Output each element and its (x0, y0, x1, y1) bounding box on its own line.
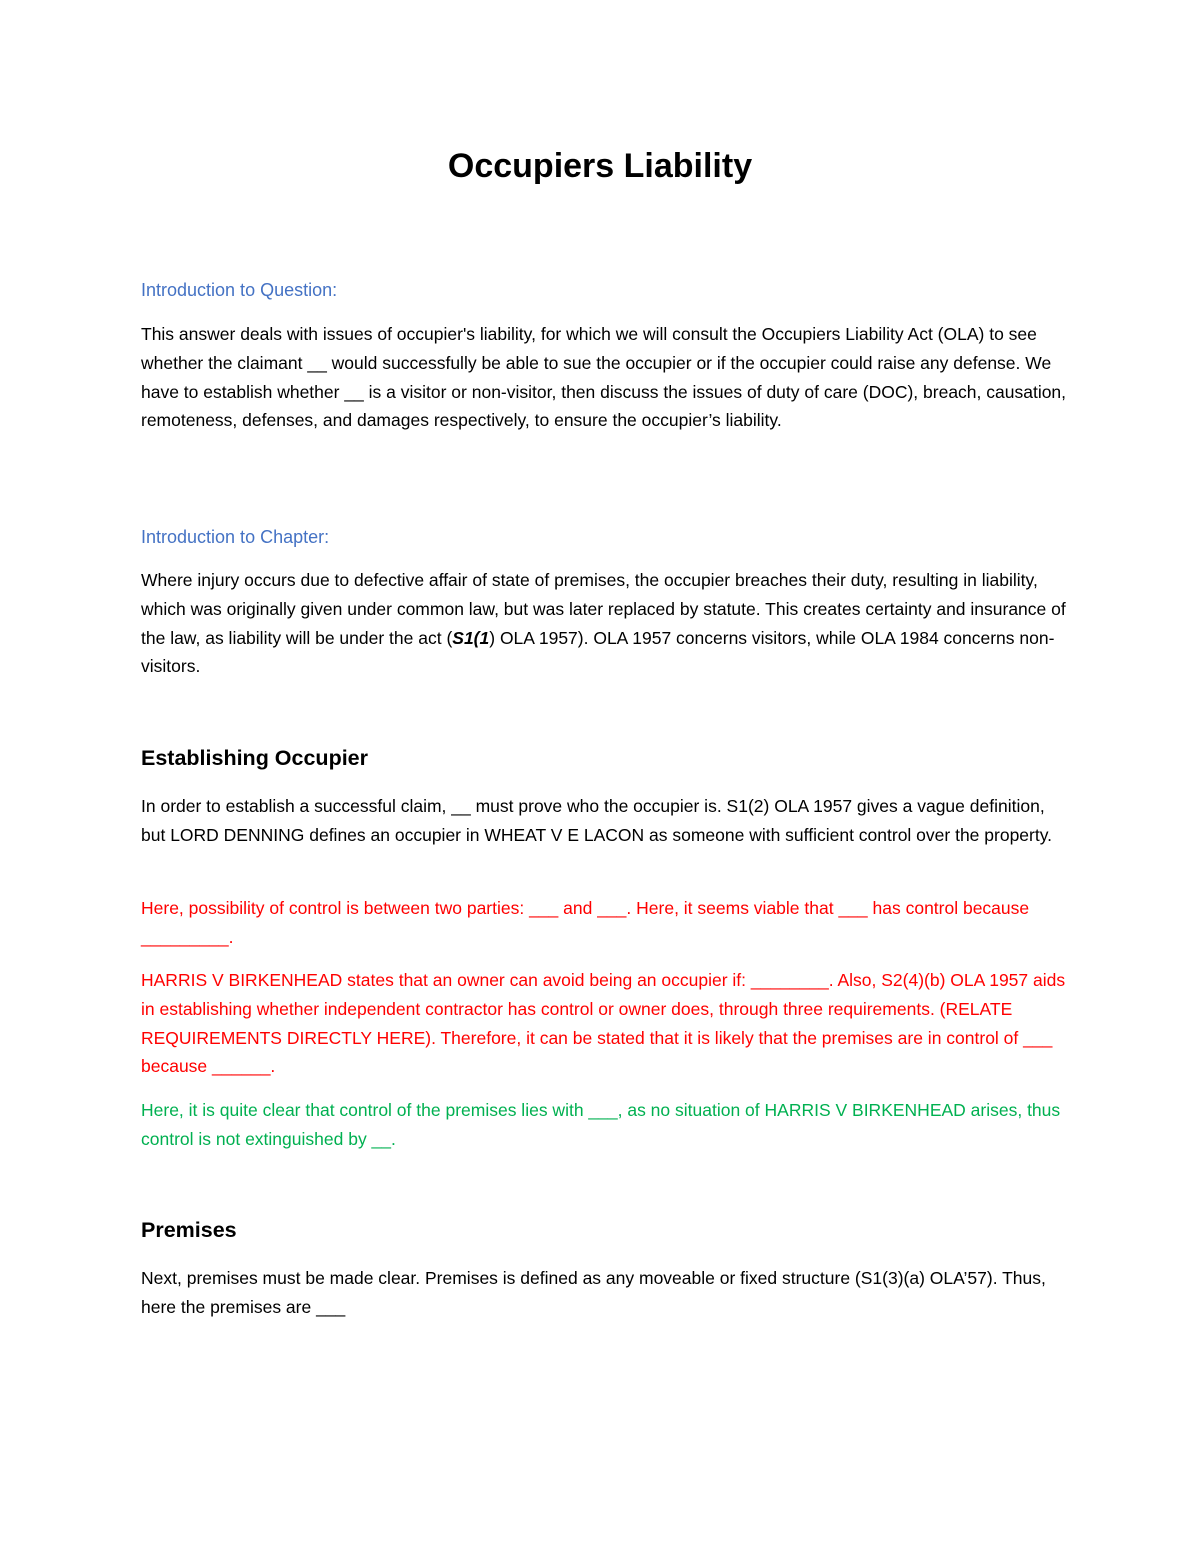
establishing-occupier-heading: Establishing Occupier (141, 746, 368, 770)
establishing-occupier-paragraph-1: In order to establish a successful claim, __ must prove who the occupier is. S1(2) OLA 1957 gives a vague definition, but LORD DENNING defines an occupier in WHEAT V E LACON as someone with sufficient control over the property. (141, 796, 1053, 845)
intro-chapter-body-part2: ) OLA 1957). OLA 1957 concerns visitors, while OLA 1984 concerns non-visitors. (141, 627, 1055, 677)
document-title: Occupiers Liability (447, 147, 753, 185)
premises-paragraph-1: Next, premises must be made clear. Premises is defined as any moveable or fixed structure (S1(3)(a) OLA’57). Thus, here the premises are ___ (141, 1268, 1046, 1317)
establishing-occupier-paragraph-3-red: HARRIS V BIRKENHEAD states that an owner can avoid being an occupier if: ________. Also, S2(4)(b) OLA 1957 aids in establishing whether independent contractor has control or owner does, through three requirements. (RELATE REQUIREMENTS DIRECTLY HERE). Therefore, it can be stated that it is likely that the premises are in control of ___ because ______. (141, 970, 1066, 1077)
intro-chapter-heading: Introduction to Chapter: (141, 527, 330, 547)
intro-question-body: This answer deals with issues of occupier's liability, for which we will consult the Occupiers Liability Act (OLA) to see whether the claimant __ would successfully be able to sue the occupier or if the occupier could raise any defense. We have to establish whether __ is a visitor or non-visitor, then discuss the issues of duty of care (DOC), breach, causation, remoteness, defenses, and damages respectively, to ensure the occupier’s liability. (141, 324, 1067, 431)
intro-chapter-body-part1: Where injury occurs due to defective affair of state of premises, the occupier breaches their duty, resulting in liability, which was originally given under common law, but was later replaced by statute. This creates certainty and insurance of the law, as liability will be under the act ( (141, 570, 1066, 648)
statute-reference-emphasis: S1(1 (452, 627, 490, 648)
premises-heading: Premises (141, 1218, 237, 1242)
establishing-occupier-paragraph-2-red: Here, possibility of control is between two parties: ___ and ___. Here, it seems viable that ___ has control because _________. (141, 898, 1030, 947)
intro-chapter-body (141, 566, 1071, 681)
intro-question-heading: Introduction to Question: (141, 280, 338, 300)
establishing-occupier-paragraph-4-green: Here, it is quite clear that control of the premises lies with ___, as no situation of HARRIS V BIRKENHEAD arises, thus control is not extinguished by __. (141, 1100, 1061, 1149)
